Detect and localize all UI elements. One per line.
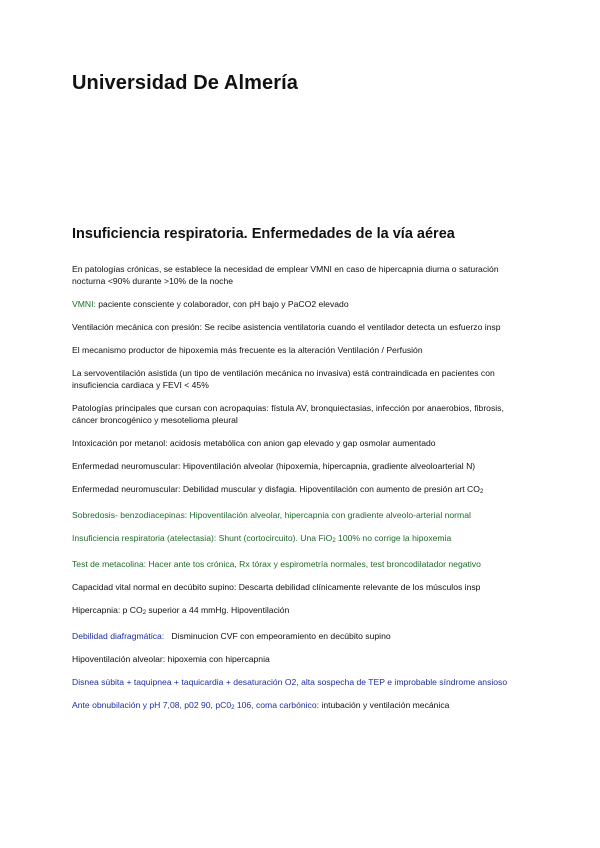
note-item: Insuficiencia respiratoria (atelectasia): Shunt (cortocircuito). Una FiO2 100% no corrige la hipoxemia [72, 533, 452, 544]
note-item: Sobredosis- benzodiacepinas: Hipoventilación alveolar, hipercapnia con gradiente alveolo-arterial normal [72, 510, 471, 520]
note-item: Hipercapnia: p CO2 superior a 44 mmHg. Hipoventilación [72, 605, 290, 616]
note-item: Enfermedad neuromuscular: Hipoventilación alveolar (hipoxemia, hipercapnia, gradiente alveoloarterial N) [72, 461, 476, 471]
note-item: VMNI: paciente consciente y colaborador, con pH bajo y PaCO2 elevado [72, 299, 349, 309]
university-title: Universidad De Almería [72, 72, 298, 94]
note-item: Ante obnubilación y pH 7,08, p02 90, pC02 106, coma carbónico: intubación y ventilación mecánica [72, 700, 450, 711]
note-item: La servoventilación asistida (un tipo de ventilación mecánica no invasiva) está contraindicada en pacientes con insuficiencia cardiaca y FEVI < 45% [72, 368, 495, 390]
note-item: El mecanismo productor de hipoxemia más frecuente es la alteración Ventilación / Perfusión [72, 345, 423, 355]
note-item: Ventilación mecánica con presión: Se recibe asistencia ventilatoria cuando el ventilador detecta un esfuerzo insp [72, 322, 501, 332]
note-item: Enfermedad neuromuscular: Debilidad muscular y disfagia. Hipoventilación con aumento de presión art CO2 [72, 484, 484, 495]
notes-list [72, 263, 532, 725]
note-item: Disnea súbita + taquipnea + taquicardia + desaturación O2, alta sospecha de TEP e improbable síndrome ansioso [72, 677, 508, 687]
section-title: Insuficiencia respiratoria. Enfermedades de la vía aérea [72, 226, 455, 242]
note-item: Patologías principales que cursan con acropaquias: fístula AV, bronquiectasias, infección por anaerobios, fibrosis, cáncer broncogénico y mesotelioma pleural [72, 403, 504, 425]
note-item: En patologías crónicas, se establece la necesidad de emplear VMNI en caso de hipercapnia diurna o saturación nocturna <90% durante >10% de la noche [72, 264, 499, 286]
note-item: Capacidad vital normal en decúbito supino: Descarta debilidad clínicamente relevante de los músculos insp [72, 582, 481, 592]
note-item: Hipoventilación alveolar: hipoxemia con hipercapnia [72, 654, 270, 664]
note-item: Intoxicación por metanol: acidosis metabólica con anion gap elevado y gap osmolar aumentado [72, 438, 436, 448]
note-item: Debilidad diafragmática: Disminucion CVF con empeoramiento en decúbito supino [72, 631, 391, 641]
note-item: Test de metacolina: Hacer ante tos crónica, Rx tórax y espirometría normales, test broncodilatador negativo [72, 559, 481, 569]
